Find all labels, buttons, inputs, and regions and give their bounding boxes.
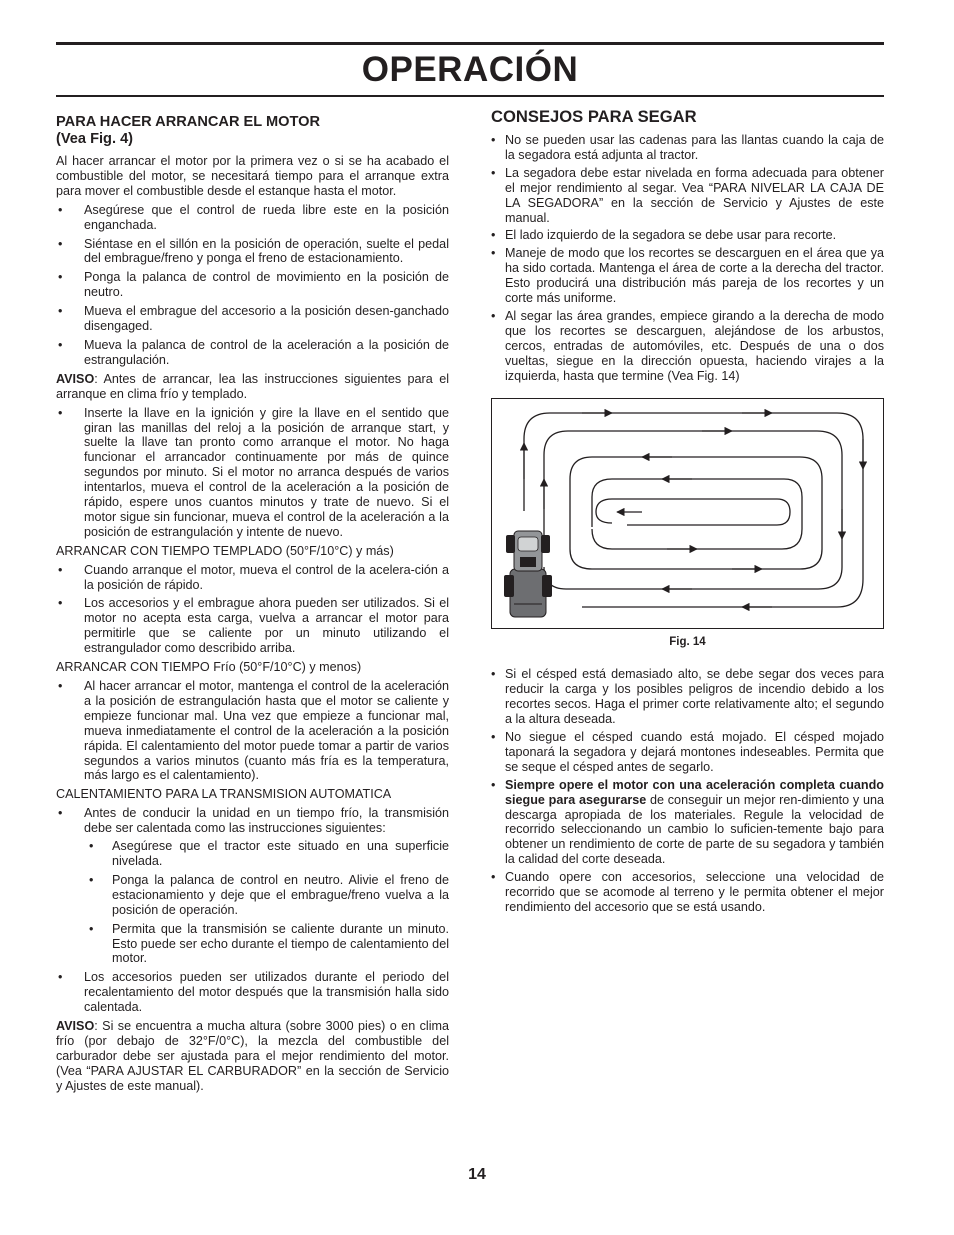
bullet-list-ignition — [56, 406, 449, 540]
bullet-list-tips-2 — [491, 667, 884, 915]
bullet-list-warm — [56, 563, 449, 656]
transmission-heading: CALENTAMIENTO PARA LA TRANSMISION AUTOMATICA — [56, 787, 392, 802]
list-item: • No se pueden usar las cadenas para las llantas cuando la caja de la segadora está adjunta al tractor. — [491, 133, 884, 163]
path-loop-3 — [570, 457, 822, 569]
list-item: • Los accesorios y el embrague ahora pueden ser utilizados. Si el motor no acepta esta carga, vuelva a arrancar el motor para permitirle que se caliente por un minuto utilizando el estrangulador como describido arriba. — [56, 596, 449, 656]
list-item: • Mueva el embrague del accesorio a la posición desen-ganchado disengaged. — [56, 304, 449, 334]
list-item: • El lado izquierdo de la segadora se debe usar para recorte. — [491, 228, 884, 243]
aviso-text: : Si se encuentra a mucha altura (sobre 3000 pies) o en clima frío (por debajo de 32°F/0°C), la mezcla del combustible del carburador debe ser ajustada para el mejor rendimiento del motor. (Vea “PARA AJUSTAR EL CARBURADOR” en la sección de Servicio y Ajustes de este manual). — [56, 1019, 449, 1093]
list-item-text: de conseguir un mejor ren-dimiento y una descarga apropiada de los materiales. Regule la velocidad de recorrido seleccionando un cambio lo suficien-temente bajo para obtener un rendimiento de corte de parte de su segadora y también la calidad del corte deseada. — [505, 792, 884, 867]
list-item: • Siéntase en el sillón en la posición de operación, suelte el pedal del embrague/freno y ponga el freno de estacionamiento. — [56, 237, 449, 267]
bullet-list-transmission — [56, 806, 449, 1015]
page-title: OPERACIÓN — [361, 50, 579, 89]
heading-line-2: (Vea Fig. 4) — [56, 131, 134, 147]
sub-bullet-list — [84, 839, 449, 966]
list-item: • Al segar las área grandes, empiece girando a la derecha de modo que los recortes se descarguen, alejándose de los arbustos, cercos, entradas de automóviles, etc. Después de una o dos vueltas, siegue en la dirección opuesta, haciendo virajes a la izquierda, hasta que termine (Vea Fig. 14) — [491, 309, 884, 384]
header-rule-bottom — [56, 95, 884, 97]
mowing-pattern-diagram — [492, 399, 883, 628]
section-heading-start-engine — [56, 114, 449, 148]
list-item — [491, 778, 884, 867]
bullet-list-prep — [56, 203, 449, 368]
figure-14 — [491, 398, 884, 629]
bullet-list-tips — [491, 133, 884, 384]
list-item: • Si el césped está demasiado alto, se debe segar dos veces para reducir la carga y los posibles peligros de incendio debido a los recortes secos. Haga el primer corte relativamente alto; el segundo a la altura deseada. — [491, 667, 884, 727]
left-column — [56, 114, 449, 1098]
list-item: • Inserte la llave en la ignición y gire la llave en el sentido que giran las manillas del reloj a la posición de arranque start, y suelte la llave tan pronto como arranque el motor. No haga funcionar el arrancador continuamente por más de quince segundos por minuto. Si el motor no arranca después de varios intentarlos, mueva el control de la aceleración a la posición de rápido, espere unos cuantos minutos y trate de nuevo. Si el motor sigue sin funcionar, mueva el control de la aceleración a la posición de estrangulación y intente de nuevo. — [56, 406, 449, 540]
figure-caption: Fig. 14 — [669, 635, 706, 648]
heading-line-1: PARA HACER ARRANCAR EL MOTOR — [56, 114, 321, 130]
aviso-label: AVISO — [56, 1019, 95, 1034]
list-item: • Los accesorios pueden ser utilizados durante el periodo del recalentamiento del motor después que la transmisión halla sido calentada. — [56, 970, 449, 1015]
list-item: • Maneje de modo que los recortes se descarguen en el área que ya ha sido cortada. Mantenga el área de corte a la derecha del tractor. Esto producirá una distribución más pareja de los recortes y un corte más uniforme. — [491, 246, 884, 306]
aviso-paragraph-2 — [56, 1019, 449, 1094]
list-item: • Cuando arranque el motor, mueva el control de la acelera-ción a la posición de rápido. — [56, 563, 449, 593]
page-number: 14 — [468, 1166, 486, 1183]
intro-paragraph: Al hacer arrancar el motor por la primera vez o si se ha acabado el combustible del motor, se necesitará tiempo para el arranque extra para mover el combustible desde el estanque hasta el motor. — [56, 154, 449, 198]
path-loop-4 — [592, 479, 802, 549]
section-heading-mowing-tips: CONSEJOS PARA SEGAR — [491, 107, 697, 126]
warm-weather-heading: ARRANCAR CON TIEMPO TEMPLADO (50°F/10°C) y más) — [56, 543, 394, 558]
bullet-list-cold — [56, 679, 449, 783]
list-item-text: Antes de conducir la unidad en un tiempo frío, la transmisión debe ser calentada como las instrucciones siguientes: — [84, 806, 449, 836]
aviso-text: : Antes de arrancar, lea las instrucciones siguientes para el arranque en clima frío y templado. — [56, 371, 449, 401]
list-item: • La segadora debe estar nivelada en forma adecuada para obtener el mejor rendimiento al segar. Vea “PARA NIVELAR LA CAJA DE LA SEGADORA” en la sección de Servicio y Ajustes de este manual. — [491, 166, 884, 226]
list-item — [56, 806, 449, 966]
sub-list-item: • Permita que la transmisión se caliente durante un minuto. Esto puede ser echo durante el tiempo de calentamiento del motor. — [84, 922, 449, 967]
header-rule-top — [56, 42, 884, 45]
list-item: • Cuando opere con accesorios, seleccione una velocidad de recorrido que se acomode al terreno y le permita obtener el mejor rendimiento del accesorio que se está usando. — [491, 870, 884, 915]
cold-weather-heading: ARRANCAR CON TIEMPO Frío (50°F/10°C) y menos) — [56, 660, 362, 675]
bold-warning-text: Siempre opere el motor con una aceleración completa cuando siegue para asegurarse — [505, 777, 884, 807]
tractor-icon — [504, 531, 552, 617]
sub-list-item: • Ponga la palanca de control en neutro. Alivie el freno de estacionamiento y deje que el embrague/freno vuelva a la posición de operación. — [84, 873, 449, 918]
list-item: • Asegúrese que el control de rueda libre este en la posición enganchada. — [56, 203, 449, 233]
list-item: • Mueva la palanca de control de la aceleración a la posición de estrangulación. — [56, 338, 449, 368]
list-item: • Ponga la palanca de control de movimiento en la posición de neutro. — [56, 270, 449, 300]
list-item: • No siegue el césped cuando está mojado. El césped mojado taponará la segadora y dejará montones indeseables. Permita que se seque el césped antes de segarlo. — [491, 730, 884, 775]
aviso-paragraph-1 — [56, 372, 449, 402]
list-item: • Al hacer arrancar el motor, mantenga el control de la aceleración a la posición de estrangulación hasta que el motor se caliente y empieze funcionar mal. Una vez que empieze a funcionar mal, mueva inmediatamente el control de la aceleración a la posición rápida. El calentamiento del motor puede tomar a partir de varios segundos a varios minutos (cuanto más fría es la temperatura, más largo es el calentamiento). — [56, 679, 449, 783]
aviso-label: AVISO — [56, 371, 95, 386]
sub-list-item: • Asegúrese que el tractor este situado en una superficie nivelada. — [84, 839, 449, 869]
path-loop-2 — [544, 431, 842, 589]
right-column — [491, 107, 884, 919]
path-loop-outer — [524, 413, 863, 607]
